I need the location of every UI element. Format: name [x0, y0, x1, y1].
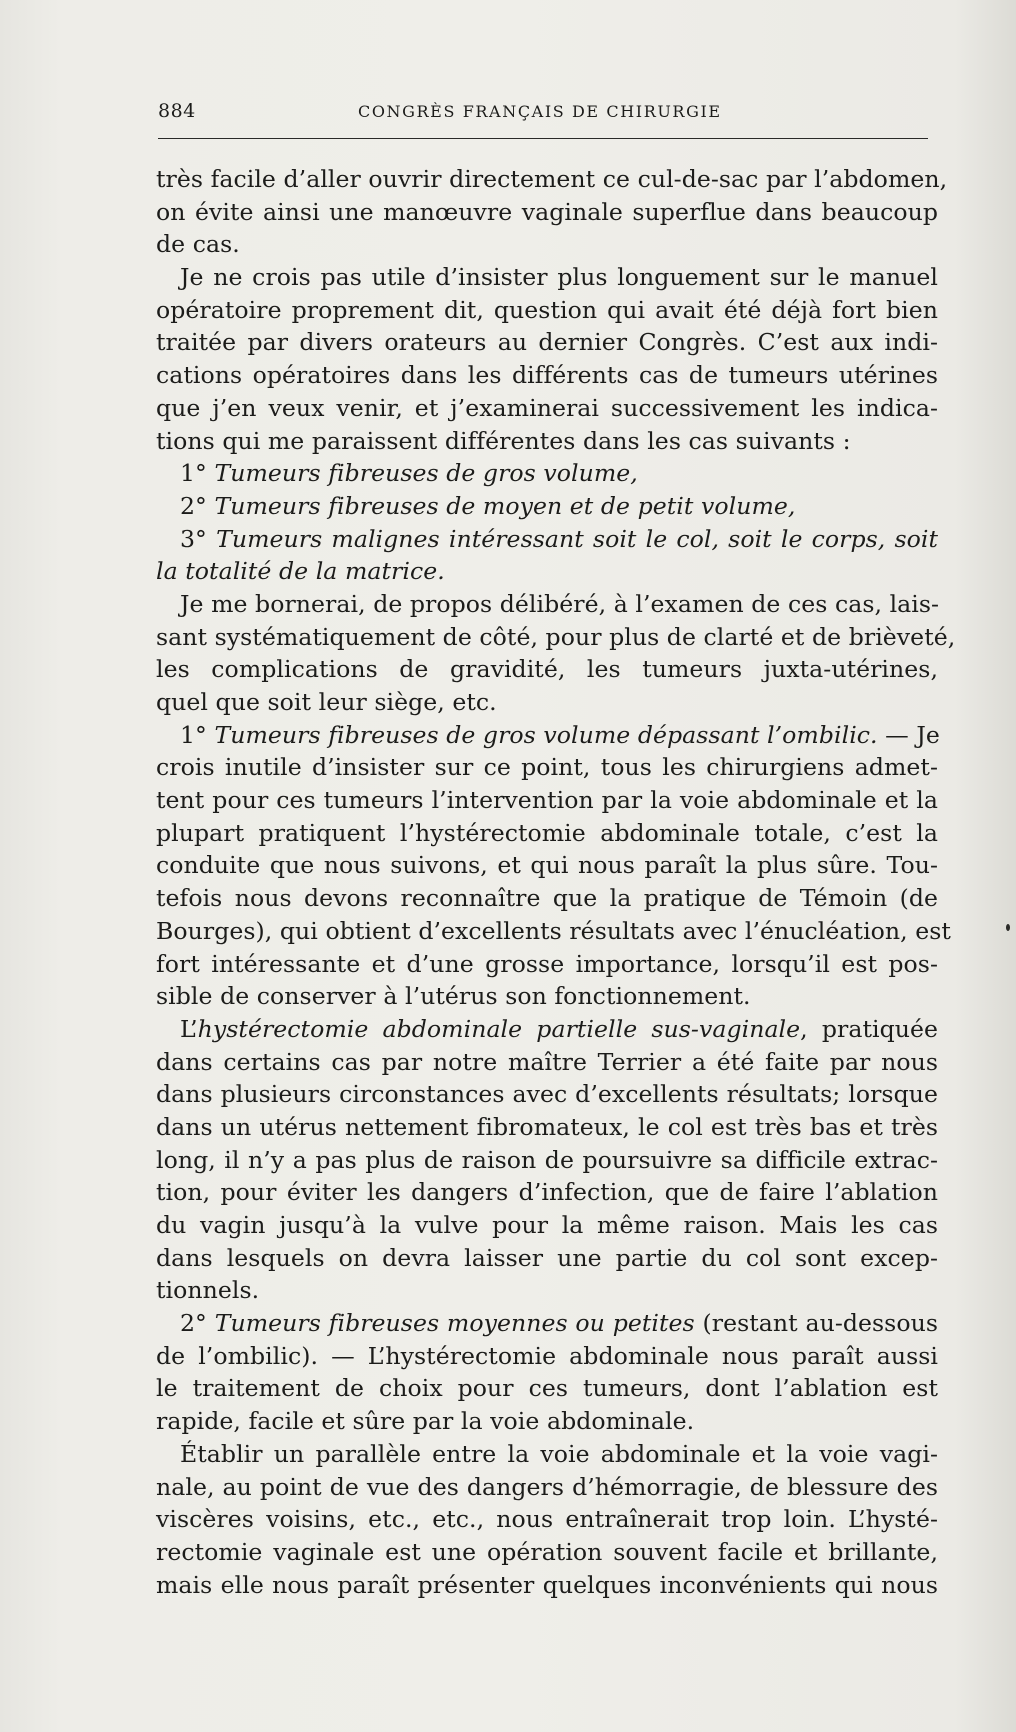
- text-line: de cas.: [156, 230, 240, 259]
- text-line: [156, 1307, 938, 1340]
- italic-phrase: la totalité de la matrice.: [156, 557, 445, 586]
- italic-phrase: Tumeurs fibreuses moyennes ou petites: [214, 1309, 695, 1338]
- ink-bleed-through: [40, 400, 100, 490]
- text-line: Je ne crois pas utile d’insister plus longuement sur le manuel: [180, 263, 938, 292]
- text-line: rapide, facile et sûre par la voie abdominale.: [156, 1407, 695, 1436]
- text-line: viscères voisins, etc., etc., nous entraînerait trop loin. L’hysté-: [156, 1505, 938, 1534]
- text-line: crois inutile d’insister sur ce point, tous les chirurgiens admet-: [156, 753, 938, 782]
- text-line: mais elle nous paraît présenter quelques inconvénients qui nous: [156, 1570, 938, 1599]
- text-line: [156, 1013, 938, 1046]
- line-prefix: 1°: [180, 720, 215, 749]
- text-line: [156, 457, 938, 490]
- text-line: [156, 523, 938, 556]
- text-line: rectomie vaginale est une opération souvent facile et brillante,: [156, 1537, 938, 1566]
- text-line: quel que soit leur siège, etc.: [156, 688, 497, 716]
- line-suffix: (restant au-dessous: [694, 1309, 938, 1338]
- line-prefix: 3°: [180, 524, 217, 553]
- text-line: du vagin jusqu’à la vulve pour la même raison. Mais les cas: [156, 1211, 938, 1239]
- body-text: [156, 163, 956, 1601]
- italic-phrase: Tumeurs fibreuses de moyen et de petit volume,: [214, 491, 796, 520]
- text-line: dans un utérus nettement fibromateux, le col est très bas et très: [156, 1112, 938, 1141]
- text-line: très facile d’aller ouvrir directement ce cul-de-sac par l’abdomen,: [156, 165, 948, 193]
- text-line: traitée par divers orateurs au dernier Congrès. C’est aux indi-: [156, 328, 938, 357]
- line-prefix: 2°: [180, 491, 215, 520]
- text-line: [156, 719, 938, 752]
- text-line: sant systématiquement de côté, pour plus de clarté et de brièveté,: [156, 622, 956, 651]
- text-line: cations opératoires dans les différents cas de tumeurs utérines: [156, 361, 938, 390]
- text-line: dans plusieurs circonstances avec d’excellents résultats; lorsque: [156, 1080, 938, 1109]
- text-line: conduite que nous suivons, et qui nous paraît la plus sûre. Tou-: [156, 851, 938, 880]
- text-line: dans lesquels on devra laisser une partie du col sont excep-: [156, 1243, 938, 1272]
- text-line: [156, 555, 938, 588]
- line-prefix: L’: [180, 1014, 198, 1043]
- text-line: tent pour ces tumeurs l’intervention par la voie abdominale et la: [156, 786, 938, 815]
- text-line: les complications de gravidité, les tumeurs juxta-utérines,: [156, 655, 938, 684]
- text-line: Établir un parallèle entre la voie abdominale et la voie vagi-: [180, 1439, 938, 1468]
- text-line: que j’en veux venir, et j’examinerai successivement les indica-: [156, 393, 938, 422]
- text-line: opératoire proprement dit, question qui avait été déjà fort bien: [156, 295, 938, 324]
- paper-speck: [1006, 924, 1010, 931]
- text-line: tion, pour éviter les dangers d’infection, que de faire l’ablation: [156, 1178, 938, 1207]
- text-line: Bourges), qui obtient d’excellents résultats avec l’énucléation, est: [156, 916, 951, 945]
- text-line: nale, au point de vue des dangers d’hémorragie, de blessure des: [156, 1472, 938, 1501]
- header-rule: [158, 138, 928, 139]
- text-line: plupart pratiquent l’hystérectomie abdominale totale, c’est la: [156, 818, 938, 847]
- page-header: [158, 100, 928, 130]
- line-prefix: 2°: [180, 1309, 215, 1338]
- text-line: fort intéressante et d’une grosse importance, lorsqu’il est pos-: [156, 949, 938, 978]
- text-line: [156, 490, 938, 523]
- text-line: sible de conserver à l’utérus son fonctionnement.: [156, 982, 751, 1011]
- line-suffix: , pratiquée: [800, 1014, 938, 1043]
- text-line: tions qui me paraissent différentes dans les cas suivants :: [156, 426, 851, 455]
- text-line: long, il n’y a pas plus de raison de poursuivre sa difficile extrac-: [156, 1145, 938, 1174]
- line-suffix: — Je: [877, 720, 940, 749]
- text-line: le traitement de choix pour ces tumeurs, dont l’ablation est: [156, 1374, 938, 1403]
- page-number: 884: [158, 100, 196, 122]
- text-line: on évite ainsi une manœuvre vaginale superflue dans beaucoup: [156, 197, 938, 226]
- italic-phrase: Tumeurs fibreuses de gros volume,: [214, 459, 638, 488]
- text-line: dans certains cas par notre maître Terrier a été faite par nous: [156, 1047, 938, 1076]
- italic-phrase: Tumeurs fibreuses de gros volume dépassant l’ombilic.: [214, 720, 878, 749]
- italic-phrase: Tumeurs malignes intéressant soit le col, soit le corps, soit: [216, 524, 938, 553]
- text-line: tefois nous devons reconnaître que la pratique de Témoin (de: [156, 884, 938, 913]
- text-line: Je me bornerai, de propos délibéré, à l’examen de ces cas, lais-: [180, 589, 940, 618]
- italic-phrase: hystérectomie abdominale partielle sus-vaginale: [197, 1014, 801, 1043]
- line-prefix: 1°: [180, 459, 215, 488]
- text-line: de l’ombilic). — L’hystérectomie abdominale nous paraît aussi: [156, 1341, 938, 1370]
- running-title: CONGRÈS FRANÇAIS DE CHIRURGIE: [358, 102, 722, 121]
- text-line: tionnels.: [156, 1276, 260, 1305]
